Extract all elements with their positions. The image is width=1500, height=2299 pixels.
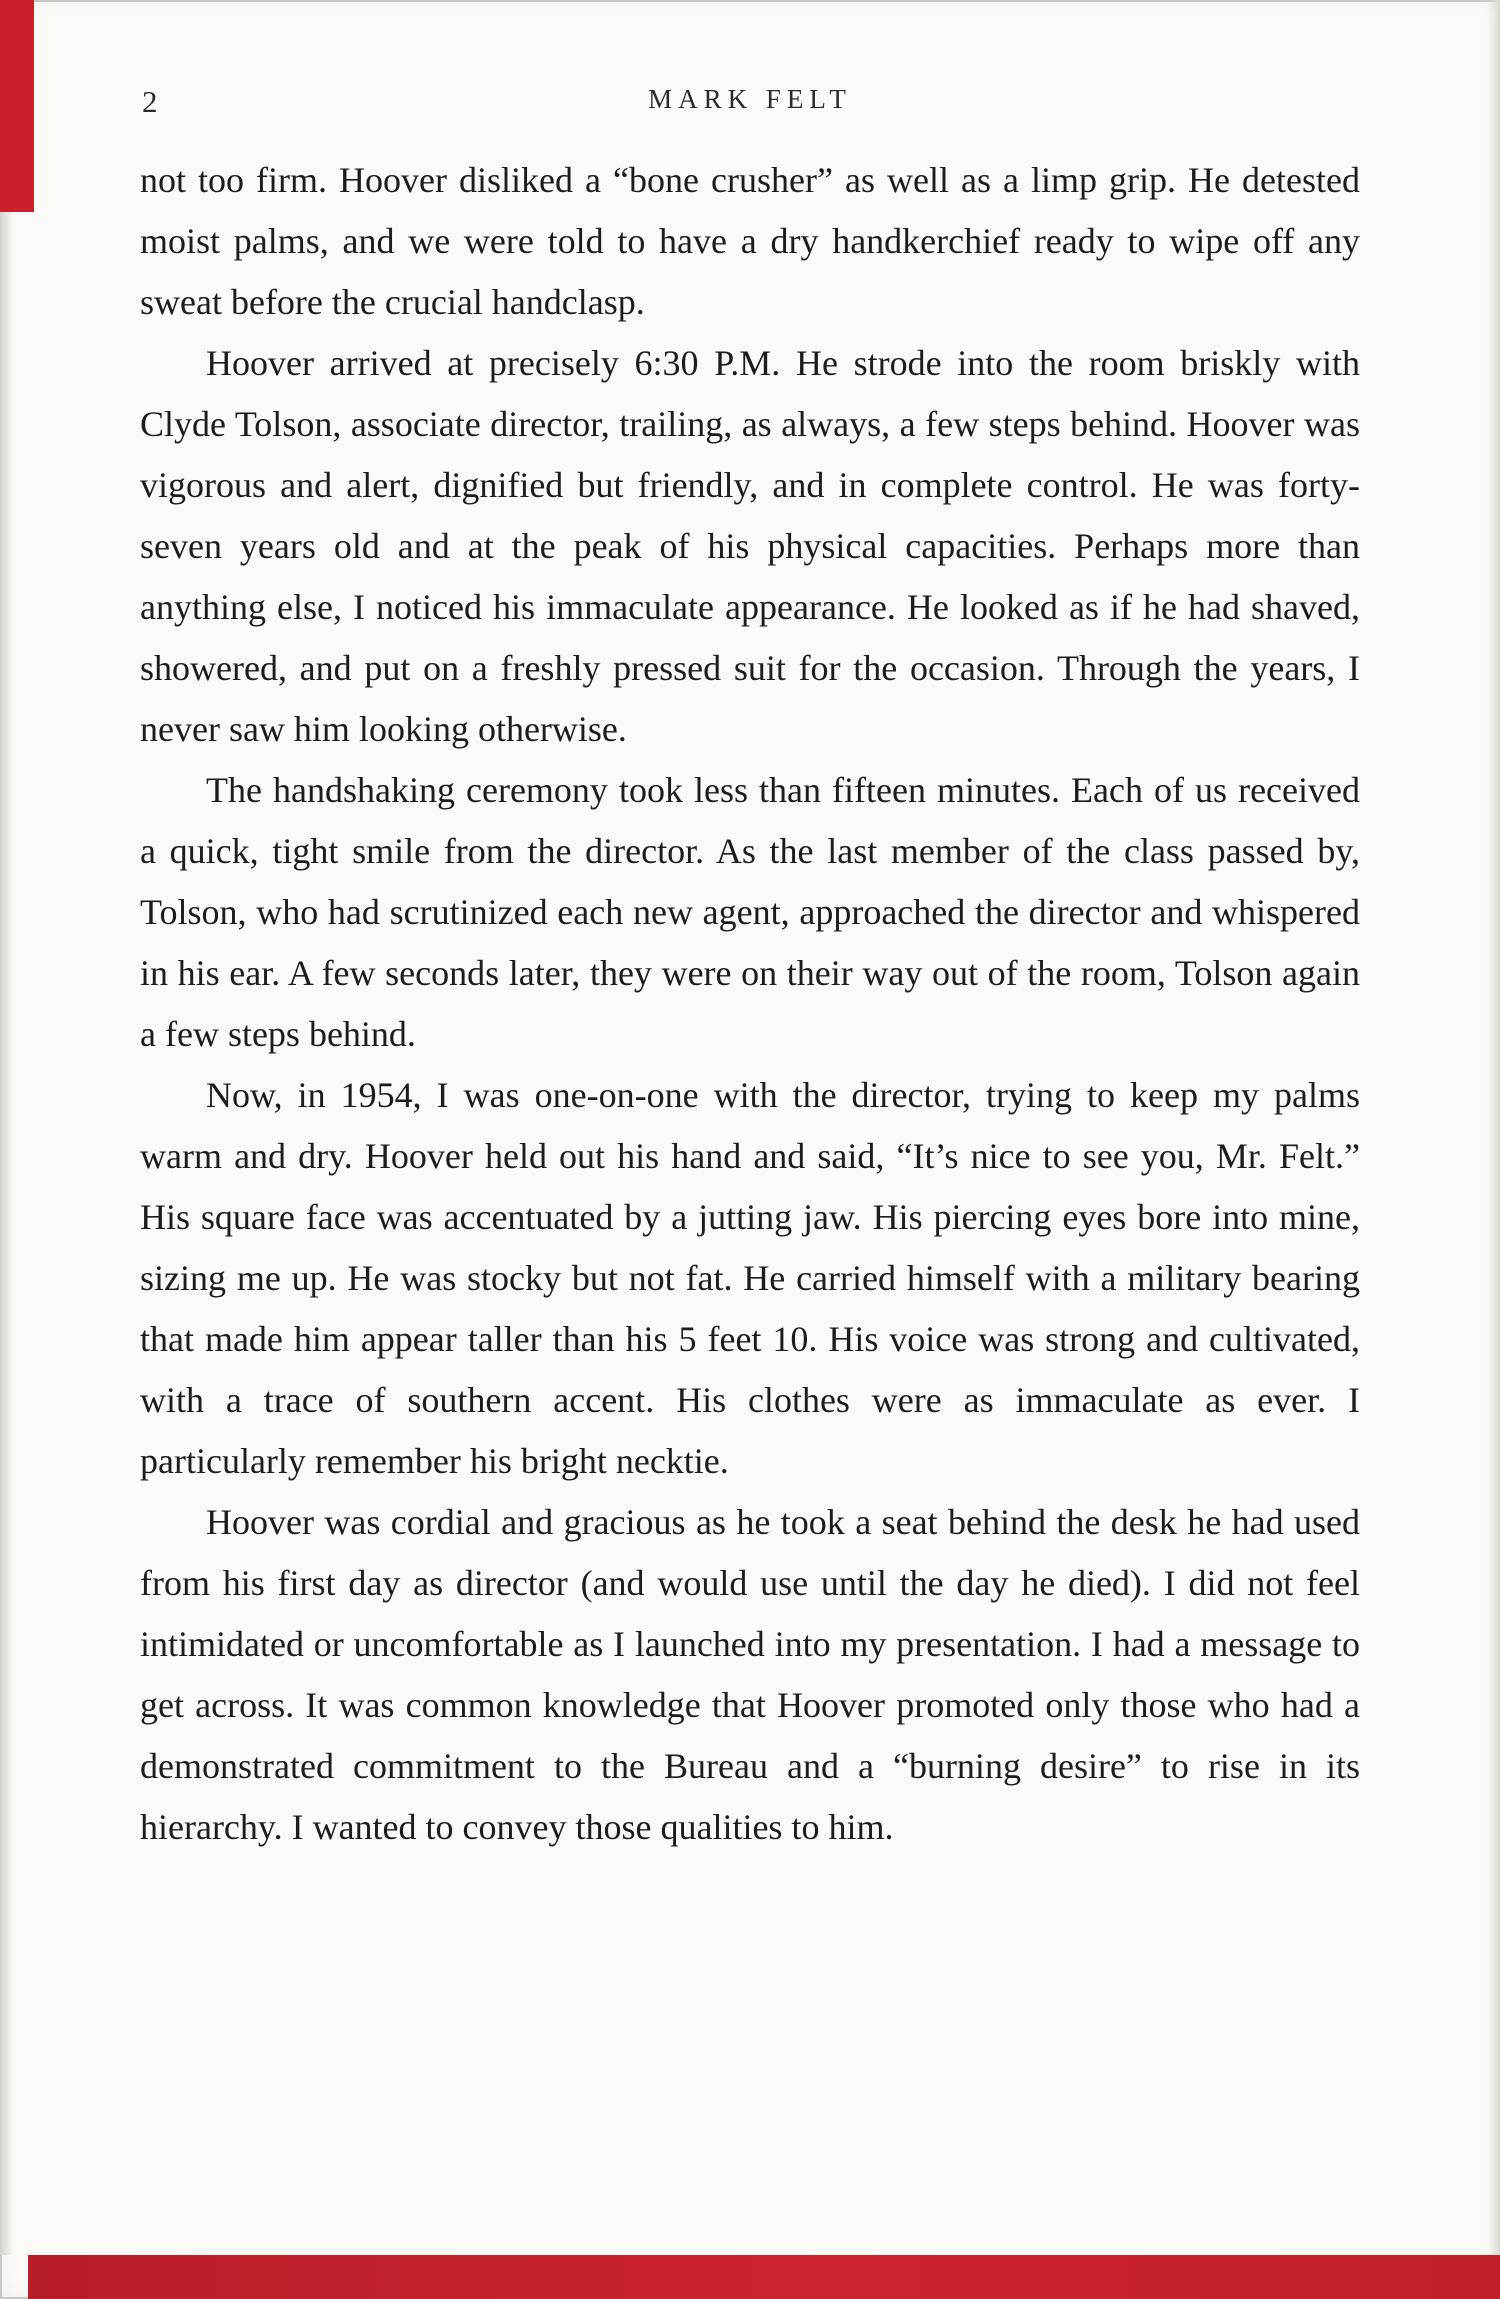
running-head-row (140, 78, 1360, 124)
cover-edge-bottom (28, 2255, 1500, 2299)
cover-edge-top-left (0, 0, 34, 212)
page-edge-shade-right (1488, 0, 1500, 2255)
paragraph: Hoover was cordial and gracious as he took a seat behind the desk he had used from his first day as director (and would use until the day he died). I did not feel intimidated or uncomfortable as I launched into my presentation. I had a message to get across. It was common knowledge that Hoover promoted only those who had a demonstrated commitment to the Bureau and a “burning desire” to rise in its hierarchy. I wanted to convey those qualities to him. (140, 1502, 1360, 1847)
running-header: MARK FELT (648, 84, 852, 114)
paragraph: Now, in 1954, I was one-on-one with the director, trying to keep my palms warm and dry. Hoover held out his hand and said, “It’s nice to see you, Mr. Felt.” His square face was accentuated by a jutting jaw. His piercing eyes bore into mine, sizing me up. He was stocky but not fat. He carried himself with a military bearing that made him appear taller than his 5 feet 10. His voice was strong and cultivated, with a trace of southern accent. His clothes were as immaculate as ever. I particularly remember his bright necktie. (140, 1075, 1360, 1481)
paragraph: not too firm. Hoover disliked a “bone crusher” as well as a limp grip. He detested moist palms, and we were told to have a dry handkerchief ready to wipe off any sweat before the crucial handclasp. (140, 160, 1360, 322)
page-edge-shade-left (0, 212, 14, 2255)
page-number: 2 (142, 84, 158, 119)
paragraph: Hoover arrived at precisely 6:30 P.M. He strode into the room briskly with Clyde Tolson, associate director, trailing, as always, a few steps behind. Hoover was vigorous and alert, dignified but friendly, and in complete control. He was forty-seven years old and at the peak of his physical capacities. Perhaps more than anything else, I noticed his immaculate appearance. He looked as if he had shaved, showered, and put on a freshly pressed suit for the occasion. Through the years, I never saw him looking otherwise. (140, 343, 1360, 749)
body-text (140, 150, 1360, 1858)
paragraph: The handshaking ceremony took less than fifteen minutes. Each of us received a quick, tight smile from the director. As the last member of the class passed by, Tolson, who had scrutinized each new agent, approached the director and whispered in his ear. A few seconds later, they were on their way out of the room, Tolson again a few steps behind. (140, 770, 1360, 1054)
page-content (140, 78, 1360, 1858)
